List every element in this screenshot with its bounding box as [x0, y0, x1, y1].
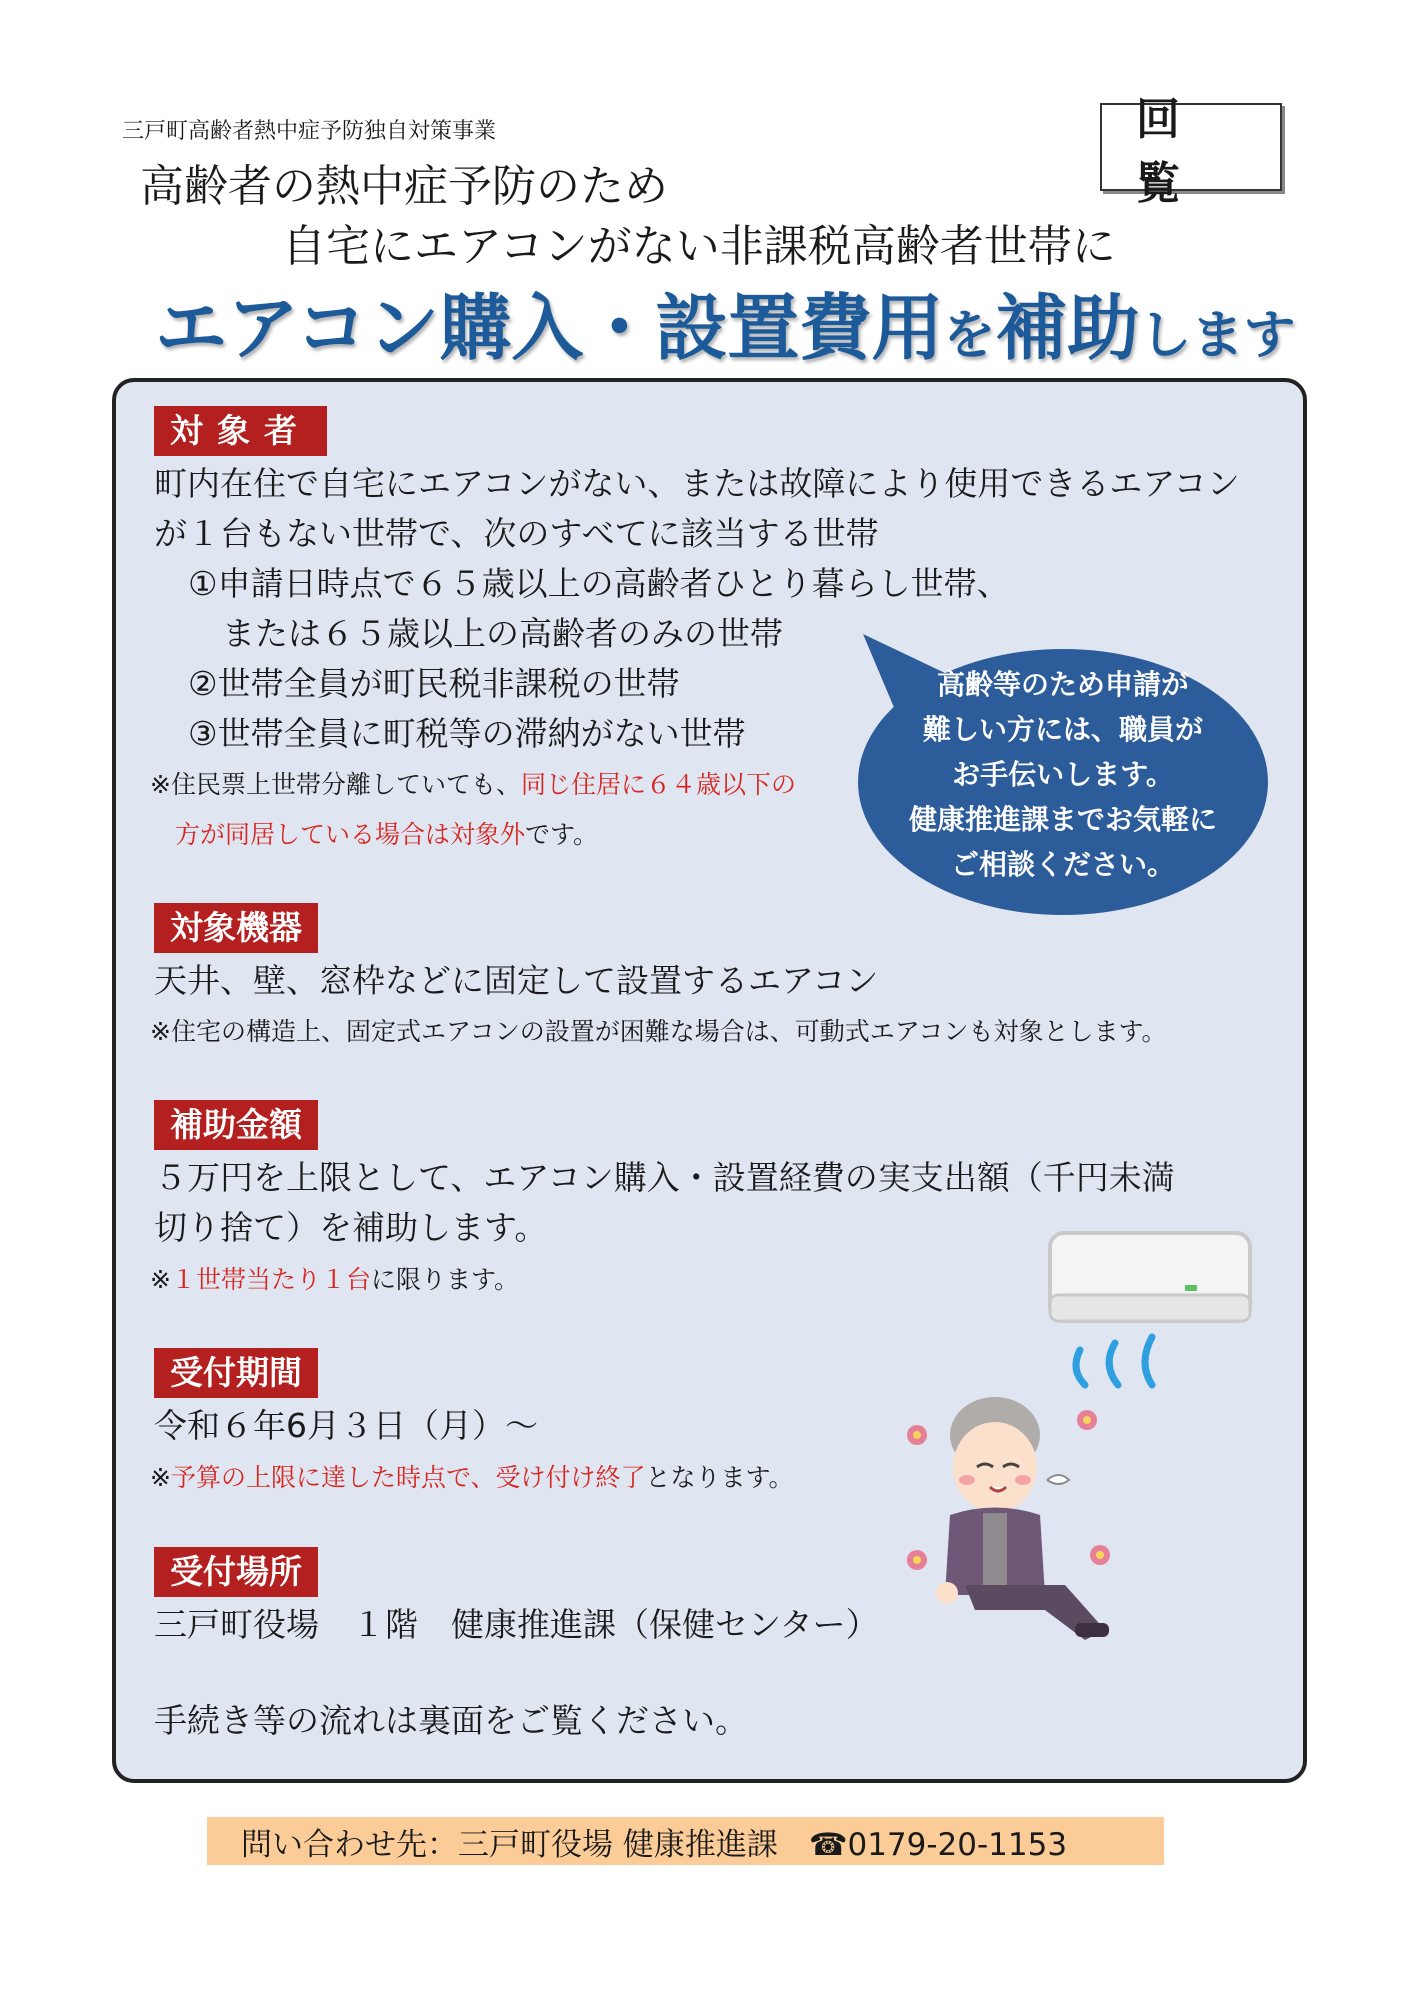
headline-part3: 補助: [995, 286, 1140, 370]
closing-text: 手続き等の流れは裏面をご覧ください。: [154, 1701, 748, 1740]
amount-note-a: ※: [150, 1265, 171, 1294]
target-note-b: 同じ住居に６４歳以下の: [520, 770, 796, 799]
period-line1: 令和６年6月３日（月）～: [154, 1406, 538, 1445]
target-note-line1: [150, 765, 796, 801]
period-note-b: 予算の上限に達した時点で、受け付け終了: [170, 1463, 646, 1492]
title-line2: 自宅にエアコンがない非課税高齢者世帯に: [282, 221, 1116, 272]
amount-note-b: １世帯当たり１台: [170, 1265, 371, 1294]
period-note-a: ※: [150, 1463, 171, 1492]
target-note-c: 方が同居している場合は対象外: [175, 820, 526, 849]
target-item1b: または６５歳以上の高齢者のみの世帯: [222, 614, 783, 653]
target-note-d: です。: [525, 820, 599, 849]
device-line1: 天井、壁、窓枠などに固定して設置するエアコン: [154, 961, 879, 1000]
bubble-line4: 健康推進課までお気軽に: [908, 803, 1217, 836]
headline-part4: します: [1139, 306, 1296, 366]
bubble-text: [868, 662, 1258, 887]
label-period: 受付期間: [154, 1348, 318, 1398]
target-note-line2: [175, 815, 598, 851]
amount-line1: ５万円を上限として、エアコン購入・設置経費の実支出額（千円未満: [154, 1158, 1175, 1197]
program-name: 三戸町高齢者熱中症予防独自対策事業: [122, 119, 497, 144]
bubble-line5: ご相談ください。: [950, 848, 1175, 881]
period-note-c: となります。: [645, 1463, 794, 1492]
contact-footer: 問い合わせ先：三戸町役場 健康推進課 ☎0179-20-1153: [207, 1817, 1164, 1865]
elderly-person-icon: [895, 1395, 1135, 1650]
period-note: [150, 1458, 793, 1494]
target-item1a: ①申請日時点で６５歳以上の高齢者ひとり暮らし世帯、: [188, 564, 1010, 603]
bubble-line2: 難しい方には、職員が: [922, 713, 1203, 746]
kairan-box: 回覧: [1100, 103, 1282, 191]
target-item2: ②世帯全員が町民税非課税の世帯: [188, 664, 680, 703]
label-device: 対象機器: [154, 903, 318, 953]
air-conditioner-icon: [1040, 1225, 1260, 1395]
target-item3: ③世帯全員に町税等の滞納がない世帯: [188, 714, 746, 753]
place-line1: 三戸町役場 １階 健康推進課（保健センター）: [154, 1605, 879, 1644]
headline: [155, 270, 1295, 374]
device-note: ※住宅の構造上、固定式エアコンの設置が困難な場合は、可動式エアコンも対象とします。: [150, 1017, 1167, 1046]
headline-part2: を: [943, 306, 996, 366]
label-amount: 補助金額: [154, 1100, 318, 1150]
bubble-line1: 高齢等のため申請が: [936, 668, 1189, 701]
target-line2: が１台もない世帯で、次のすべてに該当する世帯: [154, 514, 879, 553]
amount-note: [150, 1260, 519, 1296]
amount-line2: 切り捨て）を補助します。: [154, 1208, 548, 1247]
title-line1: 高齢者の熱中症予防のため: [140, 161, 668, 212]
target-line1: 町内在住で自宅にエアコンがない、または故障により使用できるエアコン: [154, 464, 1240, 503]
target-note-a: ※住民票上世帯分離していても、: [150, 770, 521, 799]
label-target: 対象者: [154, 406, 327, 456]
amount-note-c: に限ります。: [370, 1265, 519, 1294]
label-place: 受付場所: [154, 1547, 318, 1597]
bubble-line3: お手伝いします。: [952, 758, 1174, 791]
headline-part1: エアコン購入・設置費用: [155, 286, 944, 370]
